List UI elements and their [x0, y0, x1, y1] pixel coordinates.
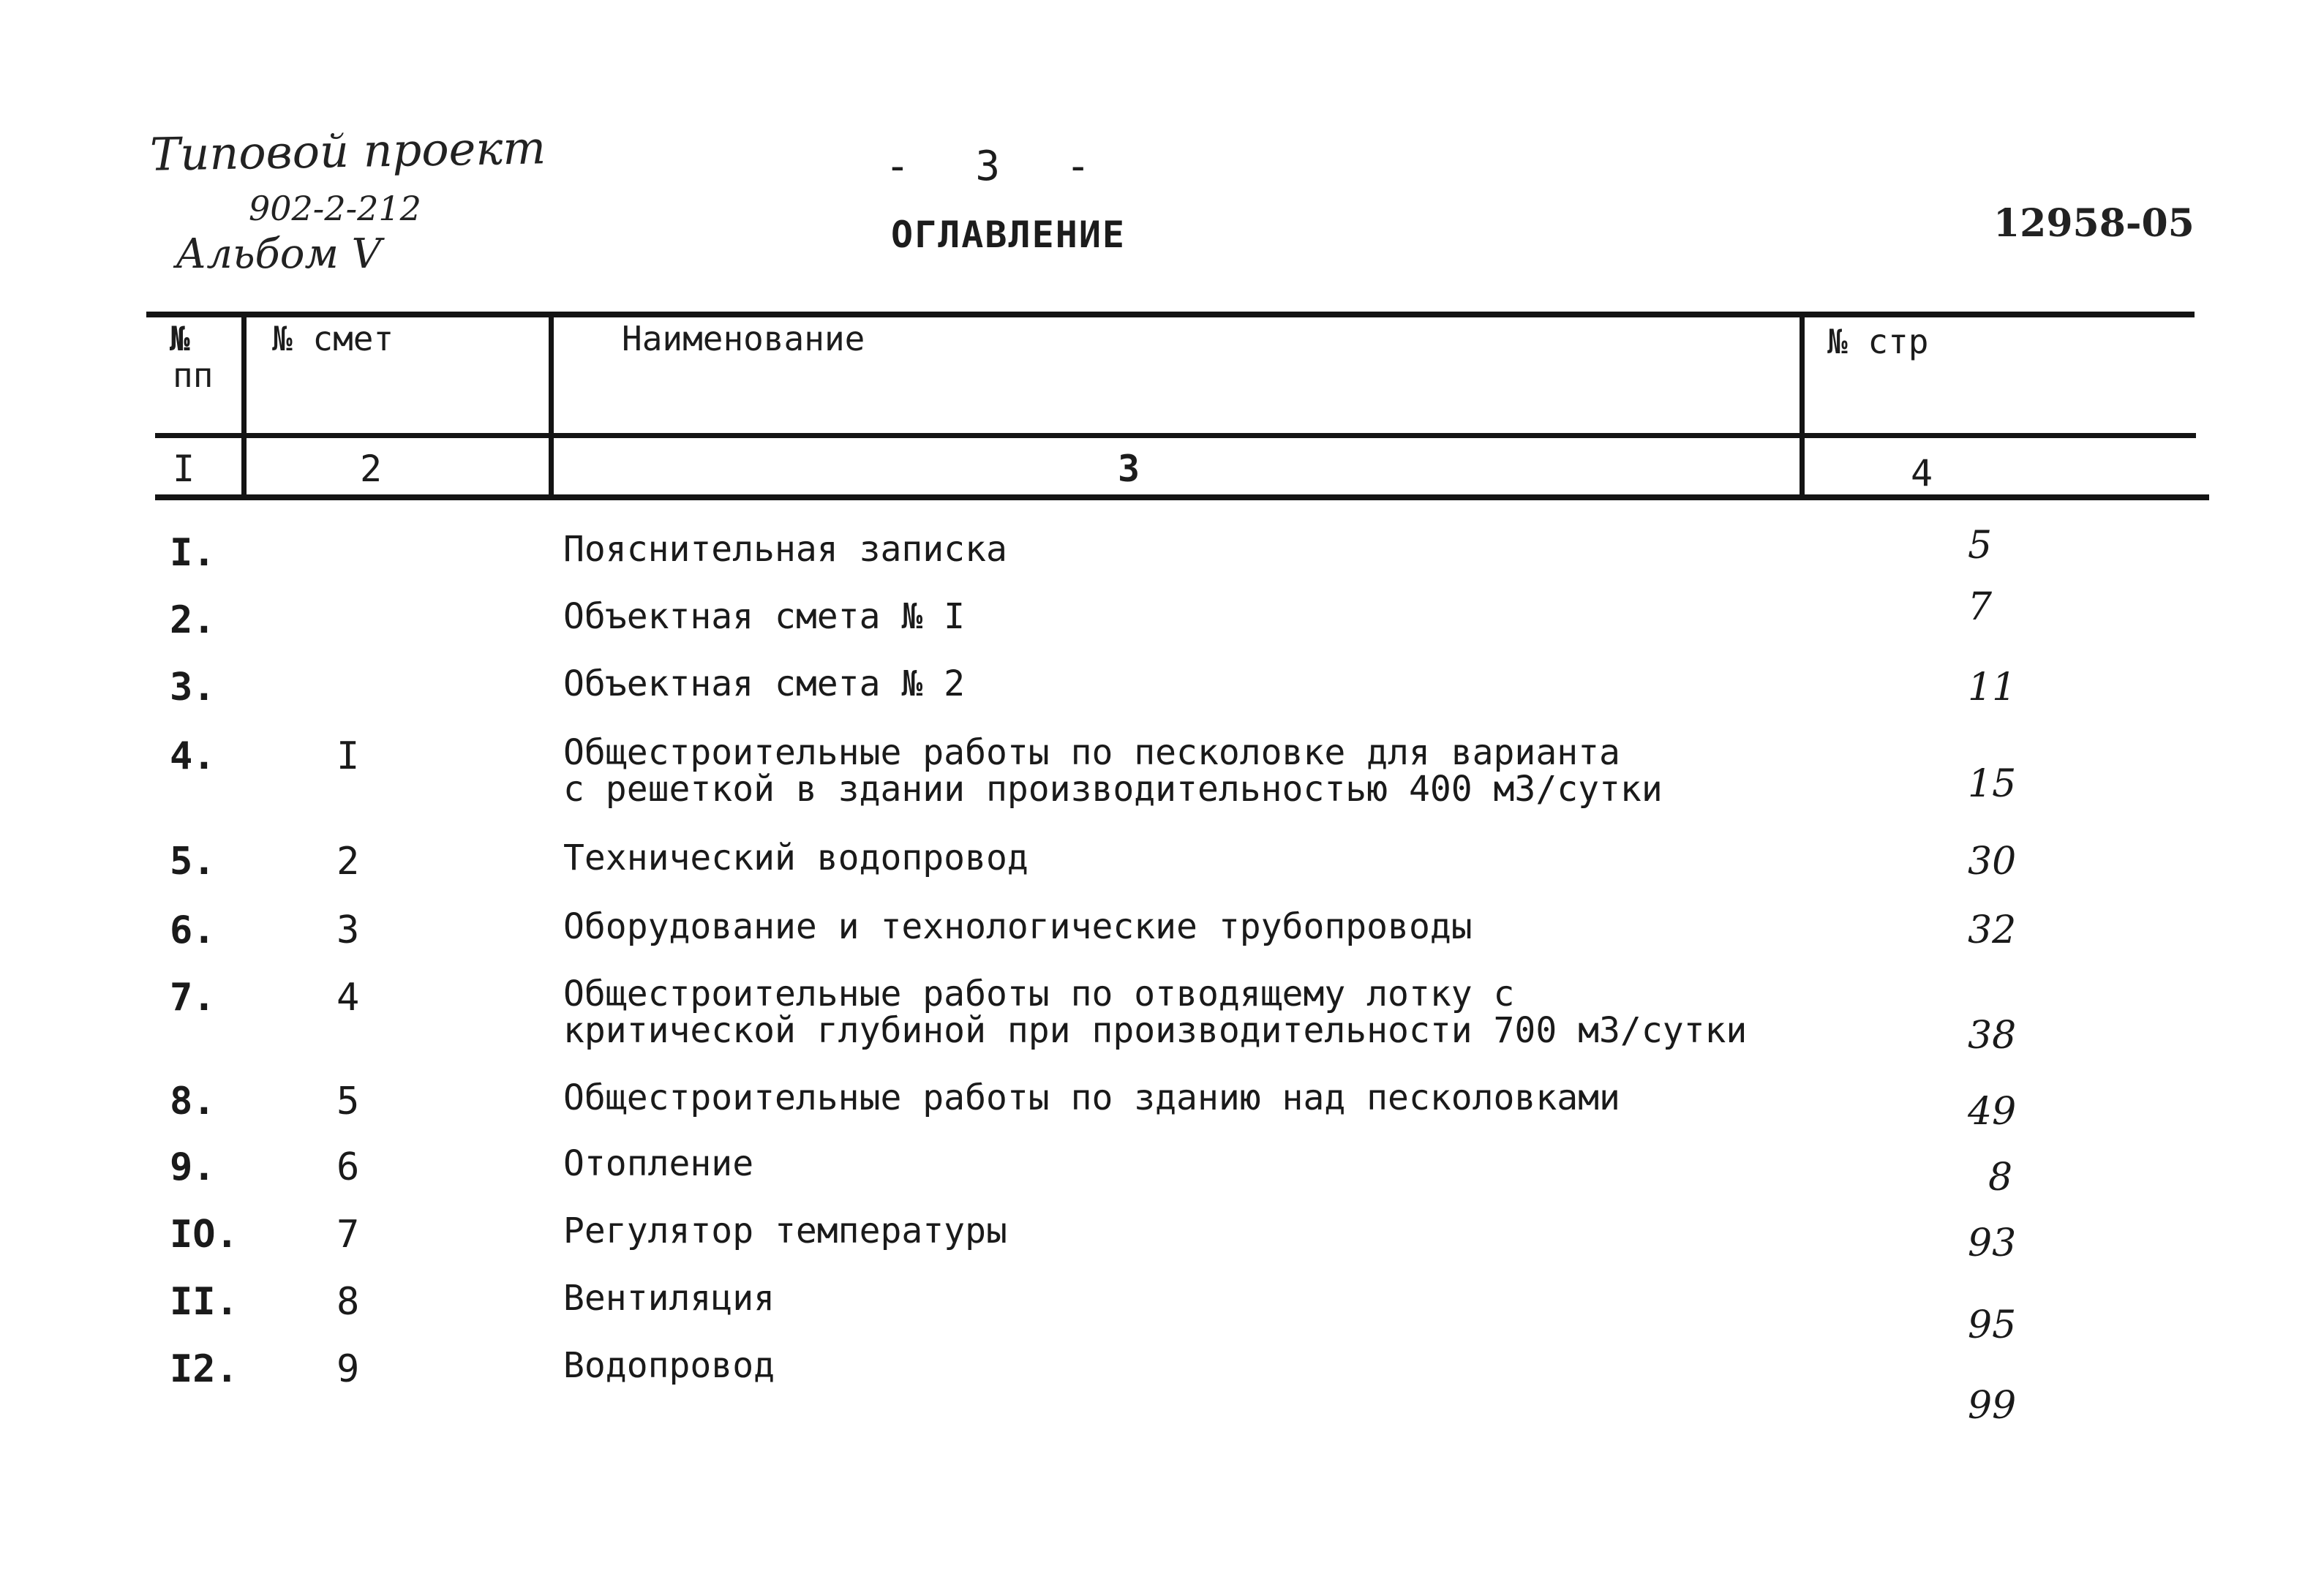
row-estimate: 7 [336, 1213, 360, 1257]
row-number: 9. [170, 1145, 216, 1189]
column-divider-1 [241, 315, 247, 499]
row-number: I2. [170, 1347, 238, 1391]
column-divider-2 [549, 315, 554, 499]
col-header-page: № стр [1827, 322, 1929, 361]
row-name: Пояснительная записка [563, 529, 1007, 570]
row-name: Технический водопровод [563, 837, 1028, 878]
row-page: 32 [1968, 908, 2017, 952]
row-estimate: 9 [336, 1347, 360, 1391]
row-name: Общестроительные работы по зданию над песколовками [563, 1077, 1620, 1118]
col-index-3: 3 [1118, 448, 1140, 490]
row-number: 8. [170, 1080, 216, 1123]
row-number: I. [170, 531, 216, 575]
row-name: Вентиляция [563, 1278, 775, 1319]
row-name: Объектная смета № I [563, 596, 966, 637]
row-number: 5. [170, 840, 216, 884]
column-divider-3 [1800, 315, 1805, 499]
row-page: 30 [1968, 840, 2017, 884]
row-page: 11 [1968, 666, 2017, 709]
project-title: Типовой проект [149, 121, 546, 181]
row-number: 3. [170, 666, 216, 709]
row-name: Регулятор температуры [563, 1210, 1007, 1251]
row-estimate: 8 [336, 1280, 360, 1324]
document-code: 12958-05 [1993, 201, 2195, 246]
row-number: 4. [170, 734, 216, 778]
col-header-num-line1: № [170, 319, 190, 358]
row-page: 5 [1968, 524, 1993, 568]
row-number: 6. [170, 908, 216, 952]
row-estimate: I [336, 734, 360, 778]
row-page: 15 [1968, 762, 2017, 806]
row-number: 7. [170, 976, 216, 1020]
row-number: 2. [170, 598, 216, 642]
table-top-rule [146, 312, 2195, 317]
row-page: 7 [1968, 585, 1993, 629]
row-name: Оборудование и технологические трубопроводы [563, 906, 1473, 947]
row-estimate: 3 [336, 908, 360, 952]
row-page: 95 [1968, 1303, 2017, 1347]
page-number: - 3 - [885, 143, 1111, 190]
page-title: ОГЛАВЛЕНИЕ [891, 214, 1127, 256]
row-page: 8 [1988, 1156, 2013, 1200]
row-estimate: 5 [336, 1080, 360, 1123]
col-header-num-line2: пп [173, 355, 214, 395]
col-index-4: 4 [1911, 452, 1933, 494]
row-name: Общестроительные работы по отводящему лотку с критической глубиной при производительности 700 м3/сутки [563, 974, 1748, 1051]
album-label: Альбом V [176, 230, 382, 278]
row-estimate: 2 [336, 840, 360, 884]
row-name: Объектная смета № 2 [563, 663, 966, 704]
row-estimate: 6 [336, 1145, 360, 1189]
row-name: Общестроительные работы по песколовке для варианта с решеткой в здании производительностью 400 м3/сутки [563, 732, 1663, 810]
row-name: Отопление [563, 1143, 754, 1184]
row-number: II. [170, 1280, 238, 1324]
row-page: 99 [1968, 1384, 2017, 1428]
col-header-estimate: № смет [272, 319, 394, 358]
table-index-rule [155, 494, 2209, 500]
project-number: 902-2-212 [249, 189, 421, 228]
col-header-name: Наименование [622, 319, 865, 358]
col-index-2: 2 [360, 448, 383, 490]
table-header-rule [155, 433, 2196, 438]
row-page: 93 [1968, 1221, 2017, 1265]
col-index-1: I [173, 448, 195, 490]
row-page: 49 [1968, 1090, 2017, 1134]
row-name: Водопровод [563, 1345, 775, 1386]
row-number: IO. [170, 1213, 238, 1257]
row-estimate: 4 [336, 976, 360, 1020]
row-page: 38 [1968, 1014, 2017, 1058]
